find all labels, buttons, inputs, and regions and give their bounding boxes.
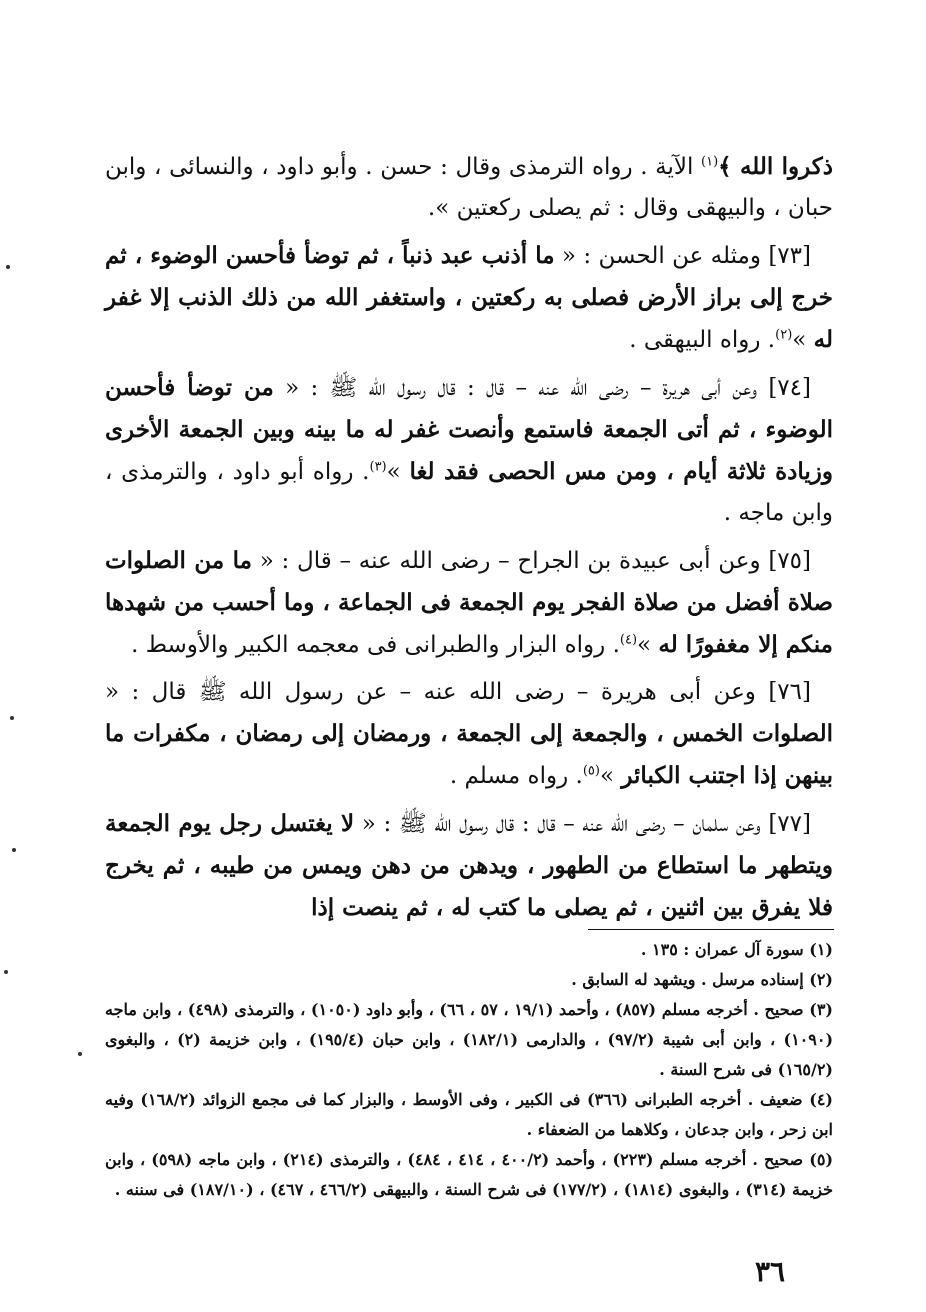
hadith-75: [105, 540, 833, 666]
footnote-ref: (٢): [775, 327, 793, 343]
hadith-73: [105, 235, 833, 361]
scan-speck: [78, 1052, 82, 1056]
scan-speck: [6, 265, 10, 269]
hadith-intro: وعن أبى هريرة – رضى الله عنه – عن رسول الله ﷺ قال : «: [105, 679, 769, 705]
quote-close: »: [637, 632, 659, 658]
hadith-intro: وعن سلمان – رضى الله عنه – قال : قال رسول الله ﷺ : «: [354, 811, 769, 837]
hadith-text: من توضأ فأحسن الوضوء ، ثم أتى الجمعة فاستمع وأنصت غفر له ما بينه وبين الجمعة الأخرى وزيادة ثلاثة أيام ، ومن مس الحصى فقد لغا: [105, 374, 833, 485]
footnote-4: (٤) ضعيف . أخرجه الطبرانى (٣٦٦) فى الكبير ، وفى الأوسط ، والبزار كما فى مجمع الزوائد (١٦٨/٢) وفيه ابن زحر ، وابن جدعان ، وكلاهما من الضعفاء .: [105, 1090, 833, 1139]
footnote-5: (٥) صحيح . أخرجه مسلم (٢٢٣) ، وأحمد (٤٠٠/٢ ، ٤١٤ ، ٤٨٤) ، والترمذى (٢١٤) ، وابن ماجه (٥٩٨) ، وابن خزيمة (٣١٤) ، والبغوى (١٨١٤) ، (١٧٧/٢) فى شرح السنة ، والبيهقى (٤٦٦/٢ ، ٤٦٧) ، (١٨٧/١٠) فى سننه .: [105, 1150, 834, 1199]
quote-close: »: [792, 327, 814, 353]
hadith-text: لا يغتسل رجل يوم الجمعة ويتطهر ما استطاع من الطهور ، ويدهن من دهن ويمس من طيبه ، ثم يخرج فلا يفرق بين اثنين ، ثم يصلى ما كتب له ، ثم ينصت إذا: [105, 810, 833, 921]
hadith-source: . رواه البيهقى .: [629, 327, 776, 353]
hadith-intro: وعن أبى هريرة – رضى الله عنه – قال : قال رسول الله ﷺ : «: [273, 375, 769, 401]
hadith-number: [٧٦]: [768, 679, 811, 705]
hadith-text: الصلوات الخمس ، والجمعة إلى الجمعة ، ورمضان إلى رمضان ، مكفرات ما بينهن إذا اجتنب الكبائر: [105, 720, 833, 789]
hadith-intro: ومثله عن الحسن : «: [554, 243, 769, 269]
hadith-number: [٧٧]: [768, 811, 811, 837]
verse-fragment: ذكروا الله ﴾: [718, 153, 833, 180]
paragraph-text: الآية . رواه الترمذى وقال : حسن . وأبو داود ، والنسائى ، وابن حبان ، والبيهقى وقال : ثم يصلى ركعتين ».: [105, 154, 833, 221]
footnote-3: (٣) صحيح . أخرجه مسلم (٨٥٧) ، وأحمد (١٩/١ ، ٥٧ ، ٦٦) ، وأبو داود (١٠٥٠) ، والترمذى (٤٩٨) ، وابن ماجه (١٠٩٠) ، وابن أبى شيبة (٩٧/٢) ، والدارمى (١٨٢/١) ، وابن حبان (١٩٥/٤) ، وابن خزيمة (٢) ، والبغوى (١٦٥/٢) فى شرح السنة .: [105, 1000, 834, 1079]
hadith-76: [105, 672, 833, 797]
main-text: [105, 146, 833, 935]
footnote-ref: (٥): [582, 763, 600, 779]
quote-close: »: [599, 763, 622, 789]
footnote-ref: (٣): [369, 459, 387, 475]
hadith-source: . رواه مسلم .: [449, 763, 583, 789]
hadith-source: . رواه أبو داود ، والترمذى ، وابن ماجه .: [105, 459, 833, 526]
page-number: ٣٦: [754, 1255, 786, 1288]
hadith-74: [105, 367, 833, 534]
hadith-number: [٧٣]: [768, 243, 811, 269]
footnote-2: (٢) إسناده مرسل . ويشهد له السابق .: [571, 970, 833, 989]
footnote-ref: (١): [701, 154, 719, 170]
scan-speck: [12, 848, 16, 852]
hadith-text: ما من الصلوات صلاة أفضل من صلاة الفجر يوم الجمعة فى الجماعة ، وما أحسب من شهدها منكم إلا مغفورًا له: [105, 547, 833, 658]
hadith-number: [٧٤]: [768, 375, 811, 401]
hadith-intro: وعن أبى عبيدة بن الجراح – رضى الله عنه – قال : «: [251, 548, 769, 574]
footnote-separator: [588, 929, 834, 930]
footnote-ref: (٤): [619, 632, 638, 648]
paragraph-continuation: [105, 146, 833, 229]
scan-speck: [10, 716, 14, 720]
footnotes: [105, 935, 833, 1205]
footnote-1: (١) سورة آل عمران : ١٣٥ .: [640, 940, 833, 959]
hadith-number: [٧٥]: [768, 548, 811, 574]
hadith-77: [105, 803, 833, 929]
scan-speck: [4, 970, 8, 974]
hadith-text: ما أذنب عبد ذنباً ، ثم توضأ فأحسن الوضوء ، ثم خرج إلى براز الأرض فصلى به ركعتين ، واستغفر الله من ذلك الذنب إلا غفر له: [105, 242, 833, 353]
hadith-source: . رواه البزار والطبرانى فى معجمه الكبير والأوسط .: [131, 632, 620, 658]
quote-close: »: [386, 459, 410, 485]
